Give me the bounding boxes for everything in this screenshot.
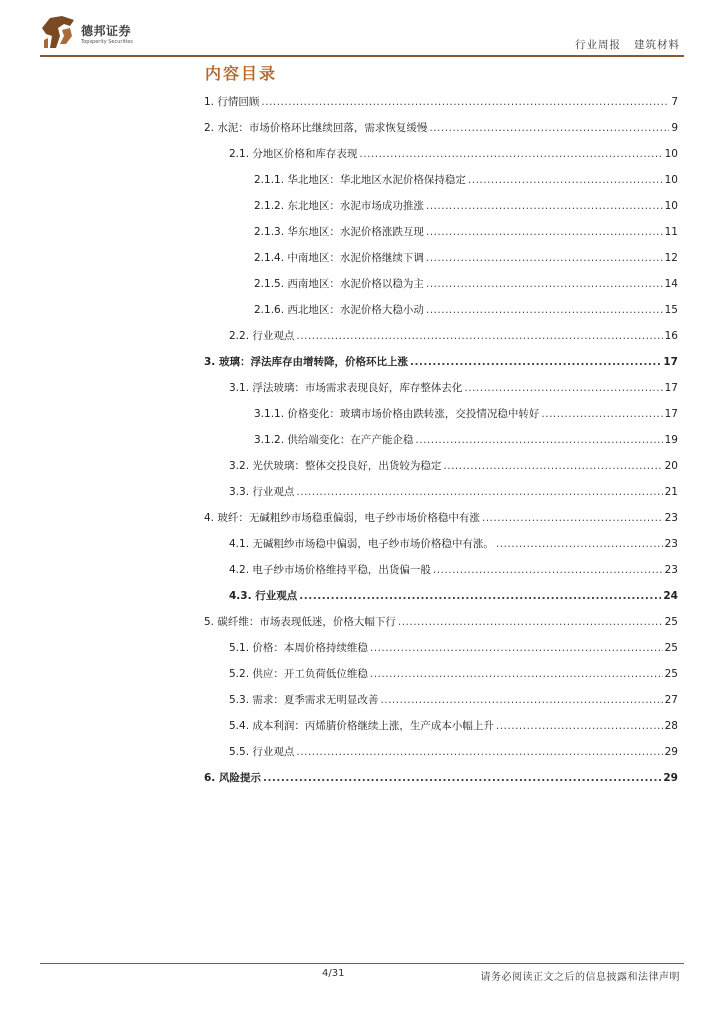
toc-entry-title: 西北地区：水泥价格大稳小动 <box>287 304 424 316</box>
toc-entry-number: 2. <box>204 122 215 134</box>
toc-entry[interactable] <box>254 250 678 266</box>
logo-english-name: Topsperity Securities <box>81 39 133 45</box>
toc-entry-number: 2.1.1. <box>254 174 285 186</box>
toc-leader <box>263 770 661 786</box>
toc-leader <box>426 250 663 266</box>
toc-entry-number: 2.1.2. <box>254 200 285 212</box>
toc-entry-number: 4.2. <box>229 564 250 576</box>
toc-entry-title: 需求：夏季需求无明显改善 <box>252 694 379 706</box>
toc-entry[interactable] <box>229 458 678 474</box>
toc-entry-title: 浮法玻璃：市场需求表现良好，库存整体去化 <box>252 382 463 394</box>
toc-entry[interactable] <box>229 718 678 734</box>
logo-chinese-name: 德邦证券 <box>81 24 132 38</box>
toc-entry-page: 7 <box>671 96 678 108</box>
toc-entry-page: 15 <box>664 304 678 316</box>
toc-entry[interactable] <box>229 328 678 344</box>
toc-entry-page: 11 <box>664 226 678 238</box>
toc-entry[interactable] <box>229 536 678 552</box>
toc-entry-title: 供应：开工负荷低位维稳 <box>252 668 368 680</box>
toc-leader <box>415 432 662 448</box>
toc-entry-page: 27 <box>664 694 678 706</box>
toc-entry-number: 5.5. <box>229 746 250 758</box>
toc-entry-title: 行业观点 <box>252 746 295 758</box>
industry-name: 建筑材料 <box>634 39 680 51</box>
toc-entry-number: 2.2. <box>229 330 250 342</box>
toc-entry-page: 12 <box>664 252 678 264</box>
toc-entry-number: 3.1.1. <box>254 408 285 420</box>
toc-entry[interactable] <box>254 224 678 240</box>
toc-entry-number: 3.2. <box>229 460 250 472</box>
toc-entry-page: 17 <box>664 408 678 420</box>
toc-leader <box>426 198 663 214</box>
toc-entry-title: 水泥：市场价格环比继续回落，需求恢复缓慢 <box>217 122 428 134</box>
toc-leader <box>468 172 663 188</box>
toc-entry[interactable] <box>229 588 678 604</box>
legal-disclaimer: 请务必阅读正文之后的信息披露和法律声明 <box>480 972 680 983</box>
toc-entry-number: 3. <box>204 356 216 368</box>
toc-entry-page: 23 <box>664 512 678 524</box>
toc-entry-title: 成本利润：丙烯腈价格继续上涨，生产成本小幅上升 <box>252 720 494 732</box>
toc-leader <box>541 406 662 422</box>
toc-entry-page: 9 <box>671 122 678 134</box>
page-number: 4/31 <box>322 968 345 979</box>
company-logo <box>40 14 180 50</box>
header-divider <box>40 55 684 57</box>
toc-entry-title: 无碱粗纱市场稳中偏弱，电子纱市场价格稳中有涨。 <box>252 538 494 550</box>
toc-entry-title: 光伏玻璃：整体交投良好，出货较为稳定 <box>252 460 442 472</box>
toc-entry-title: 风险提示 <box>218 772 261 784</box>
toc-entry-page: 23 <box>664 564 678 576</box>
toc-entry-page: 25 <box>664 668 678 680</box>
toc-leader <box>370 640 663 656</box>
footer-divider <box>40 963 684 964</box>
toc-entry-page: 10 <box>664 148 678 160</box>
toc-entry[interactable] <box>229 640 678 656</box>
toc-entry-page: 25 <box>664 616 678 628</box>
toc-entry-title: 价格：本周价格持续维稳 <box>252 642 368 654</box>
toc-entry-number: 5.1. <box>229 642 250 654</box>
toc-entry-page: 24 <box>663 590 678 602</box>
toc-entry-page: 23 <box>664 538 678 550</box>
toc-entry-page: 16 <box>664 330 678 342</box>
toc-entry-number: 4.3. <box>229 590 252 602</box>
toc-leader <box>370 666 663 682</box>
toc-entry[interactable] <box>254 198 678 214</box>
toc-entry-page: 21 <box>664 486 678 498</box>
toc-entry[interactable] <box>254 406 678 422</box>
toc-entry-title: 玻纤：无碱粗纱市场稳重偏弱，电子纱市场价格稳中有涨 <box>217 512 480 524</box>
toc-entry-number: 3.1.2. <box>254 434 285 446</box>
toc-entry-title: 行情回顾 <box>217 96 260 108</box>
toc-entry-number: 2.1.4. <box>254 252 285 264</box>
toc-entry-title: 供给端变化：在产产能企稳 <box>287 434 414 446</box>
toc-entry-title: 东北地区：水泥市场成功推涨 <box>287 200 424 212</box>
toc-entry[interactable] <box>229 744 678 760</box>
toc-entry[interactable] <box>254 432 678 448</box>
toc-entry[interactable] <box>254 302 678 318</box>
toc-entry[interactable] <box>204 614 678 630</box>
toc-entry[interactable] <box>204 120 678 136</box>
toc-leader <box>433 562 663 578</box>
toc-entry-page: 29 <box>664 746 678 758</box>
toc-entry-number: 2.1. <box>229 148 250 160</box>
toc-entry-number: 2.1.3. <box>254 226 285 238</box>
toc-leader <box>426 302 663 318</box>
toc-entry[interactable] <box>229 562 678 578</box>
toc-leader <box>410 354 661 370</box>
toc-entry-title: 电子纱市场价格维持平稳，出货偏一般 <box>252 564 431 576</box>
toc-entry[interactable] <box>229 692 678 708</box>
toc-leader <box>482 510 663 526</box>
toc-entry-page: 29 <box>663 772 678 784</box>
toc-entry-number: 1. <box>204 96 215 108</box>
toc-leader <box>398 614 663 630</box>
toc-entry-title: 中南地区：水泥价格继续下调 <box>287 252 424 264</box>
toc-entry-page: 17 <box>663 356 678 368</box>
toc-entry-page: 20 <box>664 460 678 472</box>
toc-entry-title: 华北地区：华北地区水泥价格保持稳定 <box>287 174 466 186</box>
toc-leader <box>496 718 663 734</box>
toc-entry-page: 25 <box>664 642 678 654</box>
toc-entry-title: 华东地区：水泥价格涨跌互现 <box>287 226 424 238</box>
toc-entry-page: 28 <box>664 720 678 732</box>
toc-entry[interactable] <box>204 354 678 370</box>
toc-entry-page: 17 <box>664 382 678 394</box>
toc-title: 内容目录 <box>205 64 278 83</box>
toc-entry[interactable] <box>229 146 678 162</box>
report-category <box>575 37 680 52</box>
toc-entry[interactable] <box>229 380 678 396</box>
report-type: 行业周报 <box>574 39 621 51</box>
toc-leader <box>426 224 663 240</box>
toc-leader <box>359 146 662 162</box>
toc-entry-number: 5.4. <box>229 720 250 732</box>
toc-entry-title: 行业观点 <box>252 330 295 342</box>
toc-entry-number: 4.1. <box>229 538 250 550</box>
toc-entry-title: 分地区价格和库存表现 <box>252 148 358 160</box>
toc-leader <box>296 328 662 344</box>
toc-entry-page: 10 <box>664 200 678 212</box>
toc-entry-page: 14 <box>664 278 678 290</box>
toc-leader <box>296 744 662 760</box>
toc-entry-title: 价格变化：玻璃市场价格由跌转涨，交投情况稳中转好 <box>287 408 540 420</box>
toc-entry-page: 19 <box>664 434 678 446</box>
toc-entry-number: 6. <box>204 772 216 784</box>
toc-entry-number: 5.3. <box>229 694 250 706</box>
toc-entry[interactable] <box>204 770 678 786</box>
toc-leader <box>380 692 662 708</box>
toc-entry[interactable] <box>254 276 678 292</box>
toc-entry[interactable] <box>229 484 678 500</box>
toc-entry-number: 2.1.5. <box>254 278 285 290</box>
toc-entry-title: 西南地区：水泥价格以稳为主 <box>287 278 424 290</box>
toc-entry-number: 5. <box>204 616 215 628</box>
toc-entry[interactable] <box>229 666 678 682</box>
dragon-logo-icon <box>40 14 76 50</box>
toc-entry[interactable] <box>204 510 678 526</box>
toc-entry-title: 行业观点 <box>252 486 295 498</box>
toc-leader <box>261 94 669 110</box>
toc-leader <box>496 536 663 552</box>
toc-leader <box>429 120 669 136</box>
toc-entry-title: 碳纤维：市场表现低迷，价格大幅下行 <box>217 616 396 628</box>
toc-entry-number: 5.2. <box>229 668 250 680</box>
toc-entry-title: 玻璃：浮法库存由增转降，价格环比上涨 <box>218 356 408 368</box>
toc-leader <box>443 458 662 474</box>
toc-entry-number: 3.1. <box>229 382 250 394</box>
toc-entry[interactable] <box>254 172 678 188</box>
toc-leader <box>464 380 662 396</box>
toc-leader <box>426 276 663 292</box>
toc-leader <box>296 484 662 500</box>
toc-entry-page: 10 <box>664 174 678 186</box>
toc-entry-title: 行业观点 <box>255 590 298 602</box>
toc-entry-number: 2.1.6. <box>254 304 285 316</box>
toc-entry-number: 3.3. <box>229 486 250 498</box>
toc-leader <box>299 588 661 604</box>
toc-entry[interactable] <box>204 94 678 110</box>
toc-entry-number: 4. <box>204 512 215 524</box>
